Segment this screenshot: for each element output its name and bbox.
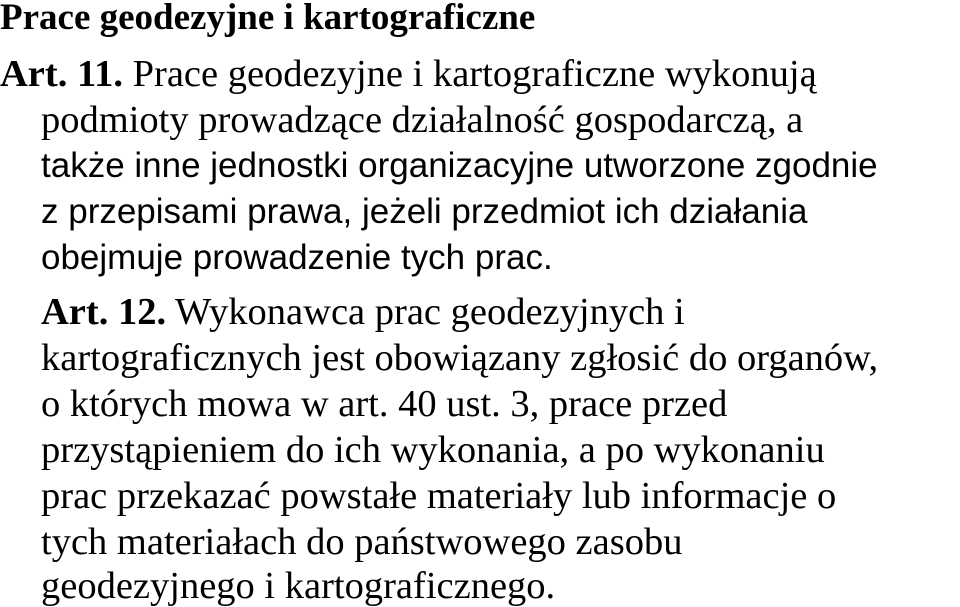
art-12-line-7: geodezyjnego i kartograficznego. [41,565,556,607]
art-12-text-1: Wykonawca prac geodezyjnych i [166,291,685,333]
section-title: Prace geodezyjne i kartograficzne [0,0,536,38]
art-11-line-3: także inne jednostki organizacyjne utworzone zgodnie [41,146,878,185]
art-12-line-4: przystąpieniem do ich wykonania, a po wykonaniu [41,429,825,471]
art-12-line-3: o których mowa w art. 40 ust. 3, prace przed [41,383,728,425]
art-12-line-6: tych materiałach do państwowego zasobu [41,521,683,563]
art-11-line-5: obejmuje prowadzenie tych prac. [41,238,553,277]
art-11-line-1 [0,52,817,96]
art-12-line-1 [41,290,685,334]
art-12-label: Art. 12. [41,291,167,333]
art-11-text-1: Prace geodezyjne i kartograficzne wykonują [122,53,817,95]
art-12-line-5: prac przekazać powstałe materiały lub informacje o [41,475,837,517]
art-11-line-4: z przepisami prawa, jeżeli przedmiot ich działania [41,192,808,231]
art-11-line-2: podmioty prowadzące działalność gospodarczą, a [41,99,804,141]
art-12-line-2: kartograficznych jest obowiązany zgłosić do organów, [41,337,879,379]
art-11-label: Art. 11. [0,53,123,95]
